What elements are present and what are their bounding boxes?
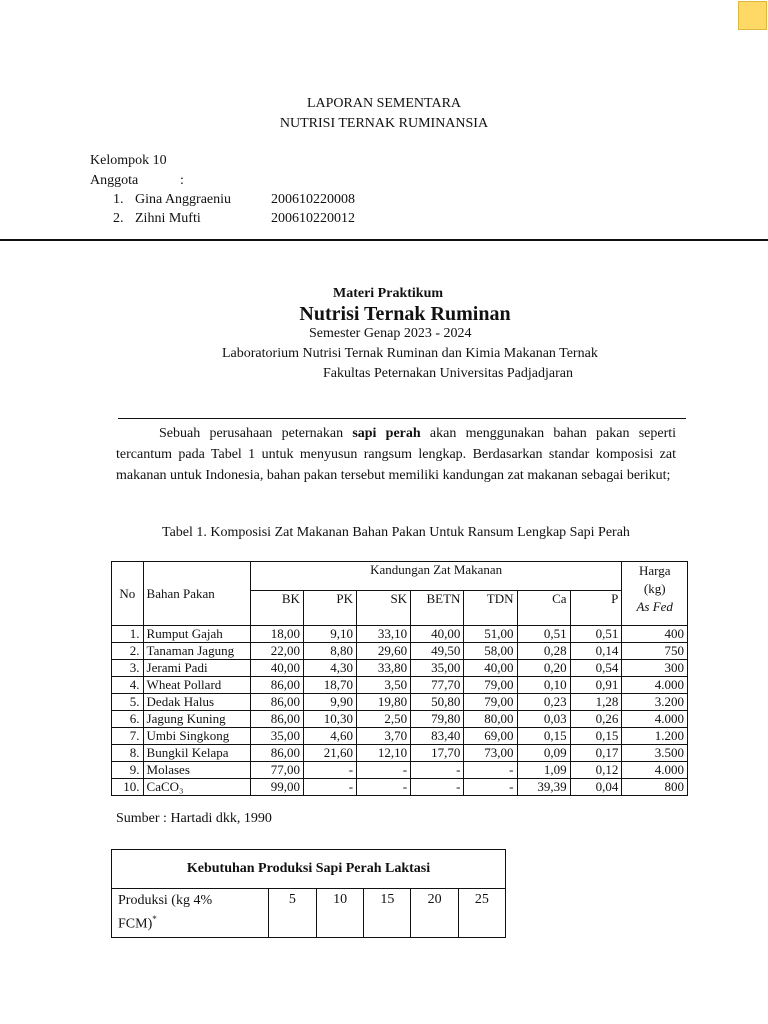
row-value-sk: 29,60	[357, 643, 411, 660]
row-no: 1.	[112, 626, 144, 643]
row-no: 6.	[112, 711, 144, 728]
header-col-p: P	[570, 591, 622, 626]
row-no: 3.	[112, 660, 144, 677]
row-value-betn: 49,50	[411, 643, 464, 660]
table-row	[112, 762, 688, 779]
row-value-betn: 79,80	[411, 711, 464, 728]
row-value-p: 0,17	[570, 745, 622, 762]
row-value-sk: -	[357, 779, 411, 796]
row-value-ca: 0,51	[517, 626, 570, 643]
row-value-bk: 35,00	[250, 728, 303, 745]
row-no: 5.	[112, 694, 144, 711]
member-2-name: Zihni Mufti	[135, 211, 201, 226]
header-price	[622, 562, 688, 626]
row-no: 2.	[112, 643, 144, 660]
requirement-title: Kebutuhan Produksi Sapi Perah Laktasi	[112, 850, 506, 889]
intro-before: Sebuah perusahaan peternakan	[159, 426, 353, 441]
row-value-sk: 3,50	[357, 677, 411, 694]
row-price: 750	[622, 643, 688, 660]
header-price-line3: As Fed	[636, 599, 673, 614]
requirement-label	[112, 889, 269, 938]
composition-table	[111, 561, 688, 796]
table-row	[112, 643, 688, 660]
row-value-ca: 0,20	[517, 660, 570, 677]
row-value-pk: 10,30	[303, 711, 356, 728]
row-value-sk: 12,10	[357, 745, 411, 762]
row-price: 300	[622, 660, 688, 677]
row-bahan: Jerami Padi	[143, 660, 250, 677]
row-price: 4.000	[622, 677, 688, 694]
requirement-value: 5	[268, 889, 316, 938]
row-no: 10.	[112, 779, 144, 796]
row-value-ca: 1,09	[517, 762, 570, 779]
row-value-sk: -	[357, 762, 411, 779]
requirement-label-line1: Produksi (kg 4%	[118, 893, 213, 908]
row-value-sk: 19,80	[357, 694, 411, 711]
table-row	[112, 779, 688, 796]
row-value-p: 1,28	[570, 694, 622, 711]
row-value-sk: 3,70	[357, 728, 411, 745]
row-value-bk: 77,00	[250, 762, 303, 779]
row-value-bk: 86,00	[250, 694, 303, 711]
row-value-sk: 33,10	[357, 626, 411, 643]
member-2-nim: 200610220012	[271, 211, 355, 226]
row-no: 4.	[112, 677, 144, 694]
row-value-pk: -	[303, 762, 356, 779]
row-value-p: 0,54	[570, 660, 622, 677]
report-title-line2: NUTRISI TERNAK RUMINANSIA	[279, 116, 489, 131]
header-price-line1: Harga	[638, 563, 671, 578]
report-title	[0, 94, 768, 134]
group-label: Kelompok 10	[90, 153, 167, 168]
row-no: 7.	[112, 728, 144, 745]
requirement-label-sup: *	[152, 914, 157, 924]
materi-subtitle: Materi Praktikum	[332, 286, 444, 301]
row-value-p: 0,15	[570, 728, 622, 745]
intro-after: akan menggunakan bahan pakan seperti tercantum pada Tabel 1 untuk menyusun rangsum lengkap. Berdasarkan standar komposisi zat makanan untuk Indonesia, bahan pakan tersebut memiliki kandungan zat makanan sebagai berikut;	[116, 426, 677, 483]
materi-title: Nutrisi Ternak Ruminan	[299, 303, 511, 325]
row-value-sk: 33,80	[357, 660, 411, 677]
row-value-tdn: 58,00	[464, 643, 517, 660]
header-col-betn: BETN	[411, 591, 464, 626]
row-value-tdn: 69,00	[464, 728, 517, 745]
semester-text: Semester Genap 2023 - 2024	[309, 326, 472, 341]
row-price: 4.000	[622, 762, 688, 779]
row-value-pk: 9,90	[303, 694, 356, 711]
header-col-tdn: TDN	[464, 591, 517, 626]
member-2-no: 2.	[113, 211, 124, 226]
row-value-ca: 0,28	[517, 643, 570, 660]
row-value-ca: 0,03	[517, 711, 570, 728]
members-colon: :	[180, 173, 184, 188]
members-label: Anggota	[90, 173, 139, 188]
member-1-no: 1.	[113, 192, 124, 207]
row-bahan: Jagung Kuning	[143, 711, 250, 728]
intro-bold: sapi perah	[352, 426, 421, 441]
header-col-sk: SK	[357, 591, 411, 626]
row-value-p: 0,12	[570, 762, 622, 779]
row-value-p: 0,14	[570, 643, 622, 660]
row-bahan: Wheat Pollard	[143, 677, 250, 694]
row-price: 3.500	[622, 745, 688, 762]
row-value-bk: 18,00	[250, 626, 303, 643]
row-value-bk: 86,00	[250, 677, 303, 694]
row-value-tdn: 79,00	[464, 677, 517, 694]
table-row	[112, 728, 688, 745]
row-bahan: Bungkil Kelapa	[143, 745, 250, 762]
row-price: 4.000	[622, 711, 688, 728]
requirement-label-line2: FCM)	[118, 916, 153, 932]
row-no: 8.	[112, 745, 144, 762]
row-price: 1.200	[622, 728, 688, 745]
row-value-ca: 0,09	[517, 745, 570, 762]
table-row	[112, 711, 688, 728]
header-bahan: Bahan Pakan	[143, 562, 250, 626]
row-no: 9.	[112, 762, 144, 779]
requirement-value: 15	[364, 889, 411, 938]
header-col-ca: Ca	[517, 591, 570, 626]
row-value-betn: 83,40	[411, 728, 464, 745]
table-row	[112, 745, 688, 762]
row-value-pk: 18,70	[303, 677, 356, 694]
member-1-name: Gina Anggraeniu	[135, 192, 232, 207]
row-value-bk: 86,00	[250, 745, 303, 762]
row-value-ca: 0,23	[517, 694, 570, 711]
row-value-bk: 86,00	[250, 711, 303, 728]
row-value-ca: 0,15	[517, 728, 570, 745]
row-value-betn: 17,70	[411, 745, 464, 762]
row-bahan: Dedak Halus	[143, 694, 250, 711]
row-value-p: 0,51	[570, 626, 622, 643]
row-value-ca: 0,10	[517, 677, 570, 694]
header-col-pk: PK	[303, 591, 356, 626]
row-value-tdn: 79,00	[464, 694, 517, 711]
row-bahan: Molases	[143, 762, 250, 779]
row-value-p: 0,26	[570, 711, 622, 728]
row-bahan: CaCO₃	[143, 779, 250, 796]
row-value-bk: 99,00	[250, 779, 303, 796]
row-value-betn: -	[411, 762, 464, 779]
faculty-text: Fakultas Peternakan Universitas Padjadjaran	[323, 366, 573, 381]
requirement-value: 25	[458, 889, 505, 938]
row-price: 3.200	[622, 694, 688, 711]
table-row	[112, 626, 688, 643]
row-bahan: Rumput Gajah	[143, 626, 250, 643]
header-price-line2: (kg)	[643, 581, 666, 596]
row-value-betn: 50,80	[411, 694, 464, 711]
row-value-pk: 21,60	[303, 745, 356, 762]
row-value-tdn: 80,00	[464, 711, 517, 728]
row-value-betn: 77,70	[411, 677, 464, 694]
report-title-line1: LAPORAN SEMENTARA	[306, 96, 462, 111]
requirement-value: 10	[317, 889, 364, 938]
row-value-betn: 40,00	[411, 626, 464, 643]
row-bahan: Umbi Singkong	[143, 728, 250, 745]
row-value-tdn: -	[464, 762, 517, 779]
header-group: Kandungan Zat Makanan	[250, 562, 622, 591]
row-value-pk: 9,10	[303, 626, 356, 643]
table-row	[112, 694, 688, 711]
lab-text: Laboratorium Nutrisi Ternak Ruminan dan Kimia Makanan Ternak	[222, 346, 598, 361]
header-col-bk: BK	[250, 591, 303, 626]
row-value-ca: 39,39	[517, 779, 570, 796]
header-divider	[0, 239, 768, 241]
intro-paragraph	[116, 423, 676, 486]
row-price: 800	[622, 779, 688, 796]
row-value-betn: -	[411, 779, 464, 796]
table-row	[112, 677, 688, 694]
row-value-tdn: 73,00	[464, 745, 517, 762]
row-bahan: Tanaman Jagung	[143, 643, 250, 660]
requirement-value: 20	[411, 889, 458, 938]
header-no: No	[112, 562, 144, 626]
requirement-table	[111, 849, 506, 938]
row-price: 400	[622, 626, 688, 643]
row-value-pk: 4,60	[303, 728, 356, 745]
row-value-p: 0,04	[570, 779, 622, 796]
row-value-pk: -	[303, 779, 356, 796]
row-value-tdn: 51,00	[464, 626, 517, 643]
row-value-bk: 40,00	[250, 660, 303, 677]
table1-source: Sumber : Hartadi dkk, 1990	[116, 811, 272, 826]
row-value-pk: 4,30	[303, 660, 356, 677]
member-1-nim: 200610220008	[271, 192, 355, 207]
table-row	[112, 660, 688, 677]
row-value-pk: 8,80	[303, 643, 356, 660]
row-value-tdn: -	[464, 779, 517, 796]
row-value-sk: 2,50	[357, 711, 411, 728]
row-value-betn: 35,00	[411, 660, 464, 677]
sticky-note-icon[interactable]	[738, 1, 767, 30]
row-value-tdn: 40,00	[464, 660, 517, 677]
table1-caption: Tabel 1. Komposisi Zat Makanan Bahan Pakan Untuk Ransum Lengkap Sapi Perah	[162, 525, 630, 540]
row-value-bk: 22,00	[250, 643, 303, 660]
row-value-p: 0,91	[570, 677, 622, 694]
intro-divider	[118, 418, 686, 419]
